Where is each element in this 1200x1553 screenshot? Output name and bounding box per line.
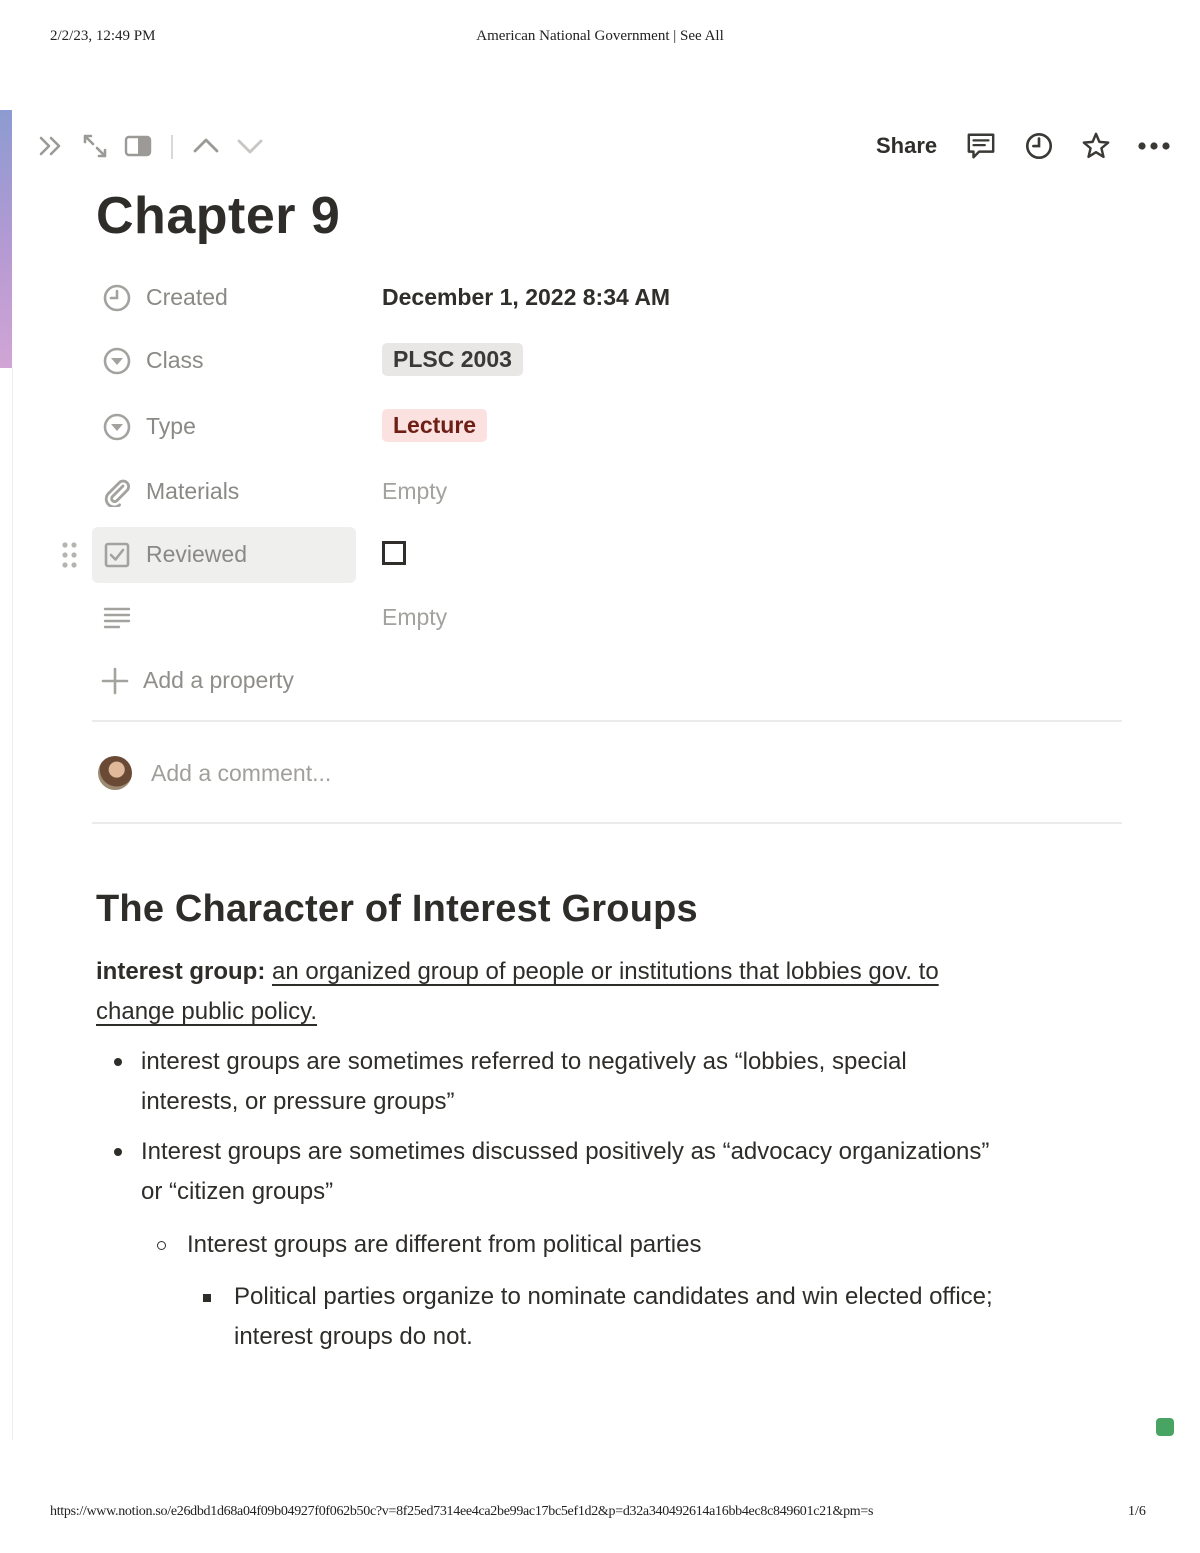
property-label[interactable]	[92, 333, 356, 389]
print-header	[0, 28, 1200, 50]
property-label[interactable]	[92, 399, 356, 455]
comment-row	[96, 754, 996, 794]
expand-icon[interactable]	[80, 131, 110, 161]
property-name: Reviewed	[146, 541, 247, 567]
definition-paragraph[interactable]	[96, 952, 1096, 1032]
type-tag: Lecture	[382, 409, 487, 442]
property-label[interactable]	[92, 270, 356, 326]
definition-text: an organized group of people or institutions that lobbies gov. to	[272, 958, 939, 985]
property-label[interactable]	[92, 527, 356, 583]
page-edge-line	[12, 368, 13, 1440]
chevron-down-icon[interactable]	[235, 131, 265, 161]
property-value[interactable]: Empty	[382, 604, 448, 630]
property-type	[92, 399, 1122, 455]
print-page-count: 1/6	[1128, 1504, 1146, 1519]
property-value[interactable]	[382, 409, 487, 442]
property-value[interactable]	[382, 343, 523, 376]
share-button[interactable]: Share	[876, 133, 938, 158]
print-url: https://www.notion.so/e26dbd1d68a04f09b04927f0f062b50c?v=8f25ed7314ee4ca2be99ac17bc5ef1d2&p=d32a340492614a16bb4ec8c849601c21&pm=s	[50, 1504, 874, 1519]
definition-term: interest group:	[96, 958, 266, 985]
status-indicator	[1156, 1418, 1174, 1436]
list-item-text-continued: interest groups do not.	[234, 1323, 473, 1350]
clock-icon	[102, 283, 132, 313]
list-item-text-continued: or “citizen groups”	[141, 1178, 334, 1205]
list-item[interactable]	[141, 1042, 1141, 1122]
page-title[interactable]: Chapter 9	[96, 187, 341, 245]
property-name: Created	[146, 284, 228, 310]
property-label[interactable]	[92, 464, 356, 520]
side-peek-icon[interactable]	[123, 131, 153, 161]
double-chevron-right-icon[interactable]	[36, 131, 66, 161]
property-label[interactable]	[92, 590, 356, 646]
list-item-text: Political parties organize to nominate candidates and win elected office;	[234, 1283, 993, 1310]
bullet-circle	[157, 1241, 166, 1250]
bullet-dot	[114, 1058, 122, 1066]
add-property-label: Add a property	[143, 667, 294, 693]
paperclip-icon	[102, 477, 132, 507]
list-item-text: interest groups are sometimes referred to negatively as “lobbies, special	[141, 1048, 907, 1075]
comment-input[interactable]: Add a comment...	[151, 760, 332, 786]
select-icon	[102, 412, 132, 442]
reviewed-checkbox[interactable]	[382, 541, 406, 565]
select-icon	[102, 346, 132, 376]
property-name: Class	[146, 347, 204, 373]
divider	[92, 720, 1122, 722]
class-tag: PLSC 2003	[382, 343, 523, 376]
toolbar-separator	[171, 135, 173, 159]
property-materials	[92, 464, 1122, 520]
star-icon[interactable]	[1081, 131, 1111, 161]
print-doc-title: American National Government | See All	[476, 28, 724, 44]
text-lines-icon	[102, 603, 132, 633]
drag-handle-icon[interactable]	[60, 540, 80, 570]
property-value[interactable]: Empty	[382, 478, 448, 504]
list-item[interactable]	[234, 1277, 1154, 1357]
property-value: December 1, 2022 8:34 AM	[382, 284, 671, 310]
clock-icon[interactable]	[1024, 131, 1054, 161]
property-created	[92, 270, 1122, 326]
bullet-dot	[114, 1148, 122, 1156]
property-text	[92, 590, 1122, 646]
property-name: Type	[146, 413, 196, 439]
list-item-text-continued: interests, or pressure groups”	[141, 1088, 455, 1115]
divider	[92, 822, 1122, 824]
property-class	[92, 333, 1122, 389]
list-item[interactable]	[141, 1132, 1151, 1212]
definition-text-continued: change public policy.	[96, 998, 318, 1025]
print-date: 2/2/23, 12:49 PM	[50, 28, 156, 44]
property-reviewed	[92, 527, 1122, 583]
list-item-text: Interest groups are different from political parties	[187, 1231, 702, 1258]
chevron-up-icon[interactable]	[191, 131, 221, 161]
topbar	[0, 125, 1200, 169]
property-name: Materials	[146, 478, 240, 504]
list-item-text: Interest groups are sometimes discussed positively as “advocacy organizations”	[141, 1138, 990, 1165]
checkbox-icon	[102, 540, 132, 570]
plus-icon	[100, 666, 130, 696]
avatar	[98, 756, 132, 790]
bullet-square	[203, 1294, 211, 1302]
section-heading[interactable]: The Character of Interest Groups	[96, 888, 698, 930]
list-item[interactable]	[187, 1225, 1147, 1265]
more-icon[interactable]	[1137, 131, 1171, 161]
print-footer	[0, 1504, 1200, 1526]
comment-icon[interactable]	[966, 131, 996, 161]
